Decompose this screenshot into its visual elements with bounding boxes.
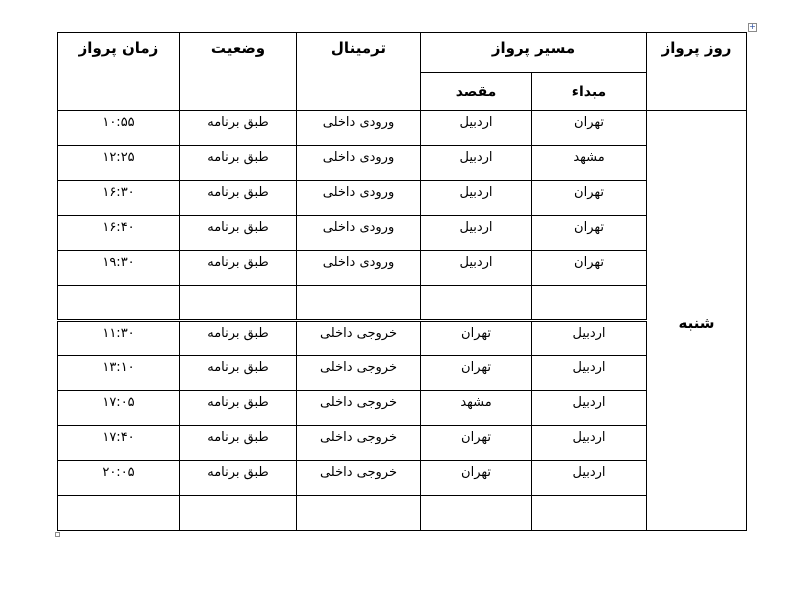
terminal-cell: خروجی داخلی [297,391,421,426]
table-row [58,251,747,286]
origin-cell: تهران [532,181,647,216]
destination-cell: تهران [421,356,532,391]
status-cell: طبق برنامه [180,251,297,286]
table-row [58,321,747,356]
time-cell: ۱۷:۴۰ [58,426,180,461]
terminal-cell: ورودی داخلی [297,181,421,216]
terminal-cell: ورودی داخلی [297,251,421,286]
time-cell: ۱۲:۲۵ [58,146,180,181]
empty-cell [421,286,532,321]
header-destination: مقصد [421,73,532,111]
status-cell: طبق برنامه [180,356,297,391]
empty-cell [421,496,532,531]
origin-cell: اردبیل [532,426,647,461]
destination-cell: مشهد [421,391,532,426]
header-status: وضعیت [180,33,297,111]
terminal-cell: ورودی داخلی [297,111,421,146]
time-cell: ۱۷:۰۵ [58,391,180,426]
flight-schedule-table [57,32,747,531]
origin-cell: اردبیل [532,461,647,496]
empty-cell [58,496,180,531]
time-cell: ۱۶:۳۰ [58,181,180,216]
empty-cell [180,496,297,531]
table-resize-handle[interactable] [55,532,60,537]
table-row [58,181,747,216]
status-cell: طبق برنامه [180,146,297,181]
table-row [58,216,747,251]
time-cell: ۲۰:۰۵ [58,461,180,496]
destination-cell: اردبیل [421,146,532,181]
origin-cell: تهران [532,111,647,146]
origin-cell: تهران [532,251,647,286]
header-terminal: ترمینال [297,33,421,111]
header-route: مسیر پرواز [421,33,647,73]
empty-cell [532,496,647,531]
table-row [58,461,747,496]
origin-cell: تهران [532,216,647,251]
time-cell: ۱۶:۴۰ [58,216,180,251]
header-day: روز پرواز [647,33,747,111]
header-time: زمان پرواز [58,33,180,111]
status-cell: طبق برنامه [180,426,297,461]
status-cell: طبق برنامه [180,391,297,426]
origin-cell: اردبیل [532,356,647,391]
time-cell: ۱۱:۳۰ [58,321,180,356]
destination-cell: تهران [421,426,532,461]
status-cell: طبق برنامه [180,181,297,216]
destination-cell: اردبیل [421,251,532,286]
table-row [58,111,747,146]
table-row [58,391,747,426]
table-row [58,356,747,391]
empty-cell [180,286,297,321]
origin-cell: اردبیل [532,321,647,356]
destination-cell: اردبیل [421,111,532,146]
destination-cell: تهران [421,461,532,496]
origin-cell: مشهد [532,146,647,181]
table-move-handle[interactable]: + [749,22,756,31]
status-cell: طبق برنامه [180,216,297,251]
status-cell: طبق برنامه [180,461,297,496]
status-cell: طبق برنامه [180,321,297,356]
destination-cell: اردبیل [421,216,532,251]
empty-cell [297,496,421,531]
empty-cell [532,286,647,321]
table-row [58,146,747,181]
terminal-cell: ورودی داخلی [297,216,421,251]
terminal-cell: خروجی داخلی [297,321,421,356]
empty-cell [58,286,180,321]
table-row [58,426,747,461]
empty-cell [297,286,421,321]
status-cell: طبق برنامه [180,111,297,146]
terminal-cell: ورودی داخلی [297,146,421,181]
time-cell: ۱۳:۱۰ [58,356,180,391]
time-cell: ۱۰:۵۵ [58,111,180,146]
terminal-cell: خروجی داخلی [297,356,421,391]
destination-cell: اردبیل [421,181,532,216]
time-cell: ۱۹:۳۰ [58,251,180,286]
destination-cell: تهران [421,321,532,356]
empty-row [58,286,747,321]
day-cell: شنبه [647,111,747,531]
terminal-cell: خروجی داخلی [297,461,421,496]
origin-cell: اردبیل [532,391,647,426]
header-origin: مبداء [532,73,647,111]
terminal-cell: خروجی داخلی [297,426,421,461]
empty-row [58,496,747,531]
